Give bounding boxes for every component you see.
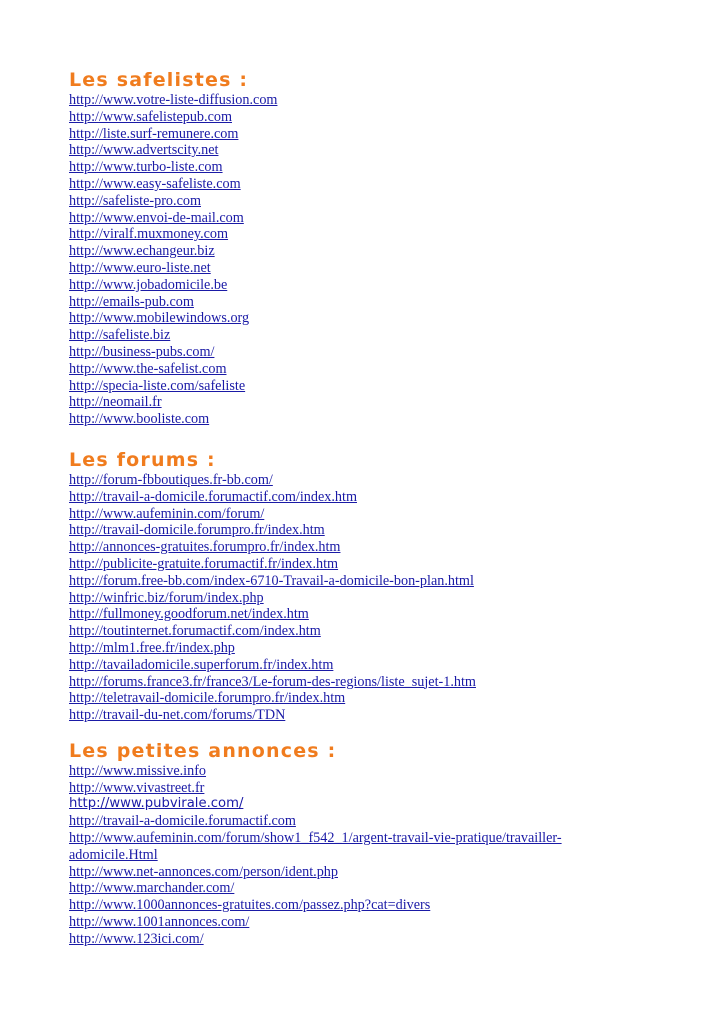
section-forums [69, 448, 709, 724]
list-item [69, 556, 709, 573]
link[interactable]: http://winfric.biz/forum/index.php [69, 589, 264, 606]
link[interactable]: http://www.votre-liste-diffusion.com [69, 92, 278, 108]
link-list-forums [69, 472, 709, 724]
list-item [69, 780, 709, 797]
list-item [69, 606, 709, 623]
link[interactable]: http://travail-a-domicile.forumactif.com/index.htm [69, 488, 357, 505]
link[interactable]: http://www.marchander.com/ [69, 880, 235, 897]
link[interactable]: http://liste.surf-remunere.com [69, 125, 239, 142]
link[interactable]: http://publicite-gratuite.forumactif.fr/index.htm [69, 555, 339, 572]
list-item [69, 931, 709, 948]
link[interactable]: http://travail-du-net.com/forums/TDN [69, 707, 286, 724]
list-item [69, 294, 709, 311]
list-item [69, 623, 709, 640]
section-title-petites-annonces: Les petites annonces : [69, 739, 337, 762]
list-item [69, 489, 709, 506]
link[interactable]: http://www.mobilewindows.org [69, 310, 250, 327]
section-title-forums: Les forums : [69, 448, 216, 471]
link[interactable]: http://safeliste-pro.com [69, 192, 201, 209]
list-item [69, 210, 709, 227]
link[interactable]: http://www.pubvirale.com/ [69, 796, 244, 812]
list-item [69, 193, 709, 210]
list-item [69, 674, 709, 691]
link-list-safelistes [69, 92, 709, 428]
list-item [69, 506, 709, 523]
list-item [69, 864, 709, 881]
list-item [69, 327, 709, 344]
list-item [69, 126, 709, 143]
list-item [69, 880, 709, 897]
list-item [69, 472, 709, 489]
list-item [69, 657, 709, 674]
list-item [69, 707, 709, 724]
link[interactable]: http://www.1000annonces-gratuites.com/passez.php?cat=divers [69, 897, 431, 914]
list-item [69, 640, 709, 657]
list-item [69, 573, 709, 590]
link[interactable]: http://www.aufeminin.com/forum/show1_f542_1/argent-travail-vie-pratique/travailler-adomicile.Html [69, 830, 562, 863]
link[interactable]: http://toutinternet.forumactif.com/index.htm [69, 623, 321, 640]
list-item [69, 830, 709, 864]
list-item [69, 310, 709, 327]
section-safelistes [69, 68, 709, 428]
document-page [69, 68, 709, 948]
list-item [69, 763, 709, 780]
list-item [69, 690, 709, 707]
link[interactable]: http://www.advertscity.net [69, 142, 219, 159]
list-item [69, 109, 709, 126]
link[interactable]: http://mlm1.free.fr/index.php [69, 639, 235, 656]
link[interactable]: http://annonces-gratuites.forumpro.fr/index.htm [69, 539, 341, 556]
list-item [69, 92, 709, 109]
link[interactable]: http://fullmoney.goodforum.net/index.htm [69, 606, 309, 623]
link[interactable]: http://www.vivastreet.fr [69, 779, 205, 796]
link[interactable]: http://forum-fbboutiques.fr-bb.com/ [69, 471, 273, 488]
link[interactable]: http://travail-domicile.forumpro.fr/index.htm [69, 522, 325, 539]
link[interactable]: http://safeliste.biz [69, 327, 171, 344]
link[interactable]: http://www.turbo-liste.com [69, 159, 223, 176]
link[interactable]: http://www.123ici.com/ [69, 930, 204, 947]
section-title-safelistes: Les safelistes : [69, 69, 249, 91]
list-item [69, 394, 709, 411]
link[interactable]: http://travail-a-domicile.forumactif.com [69, 813, 296, 830]
list-item [69, 159, 709, 176]
section-petites-annonces [69, 739, 709, 948]
link[interactable]: http://specia-liste.com/safeliste [69, 377, 246, 394]
link[interactable]: http://www.safelistepub.com [69, 108, 232, 125]
list-item [69, 176, 709, 193]
list-item [69, 260, 709, 277]
list-item [69, 522, 709, 539]
link[interactable]: http://teletravail-domicile.forumpro.fr/index.htm [69, 690, 346, 707]
link[interactable]: http://www.euro-liste.net [69, 259, 211, 276]
list-item [69, 378, 709, 395]
list-item [69, 344, 709, 361]
list-item [69, 897, 709, 914]
list-item [69, 539, 709, 556]
link[interactable]: http://www.missive.info [69, 762, 207, 779]
link[interactable]: http://www.the-safelist.com [69, 360, 227, 377]
link[interactable]: http://forums.france3.fr/france3/Le-forum-des-regions/liste_sujet-1.htm [69, 673, 476, 690]
link[interactable]: http://www.booliste.com [69, 411, 210, 428]
link[interactable]: http://neomail.fr [69, 394, 162, 411]
link[interactable]: http://www.net-annonces.com/person/ident.php [69, 863, 338, 880]
link-list-petites-annonces [69, 763, 709, 948]
link[interactable]: http://www.jobadomicile.be [69, 276, 228, 293]
list-item [69, 243, 709, 260]
link[interactable]: http://www.1001annonces.com/ [69, 914, 250, 931]
link[interactable]: http://www.aufeminin.com/forum/ [69, 505, 265, 522]
link[interactable]: http://emails-pub.com [69, 293, 194, 310]
list-item [69, 411, 709, 428]
link[interactable]: http://business-pubs.com/ [69, 343, 215, 360]
link[interactable]: http://viralf.muxmoney.com [69, 226, 229, 243]
list-item [69, 226, 709, 243]
link[interactable]: http://www.easy-safeliste.com [69, 175, 241, 192]
link[interactable]: http://www.envoi-de-mail.com [69, 209, 244, 226]
list-item [69, 142, 709, 159]
list-item [69, 813, 709, 830]
list-item [69, 277, 709, 294]
link[interactable]: http://forum.free-bb.com/index-6710-Travail-a-domicile-bon-plan.html [69, 572, 474, 589]
list-item [69, 361, 709, 378]
list-item [69, 914, 709, 931]
link[interactable]: http://www.echangeur.biz [69, 243, 215, 260]
list-item [69, 590, 709, 607]
link[interactable]: http://tavailadomicile.superforum.fr/index.htm [69, 656, 334, 673]
list-item [69, 796, 709, 813]
